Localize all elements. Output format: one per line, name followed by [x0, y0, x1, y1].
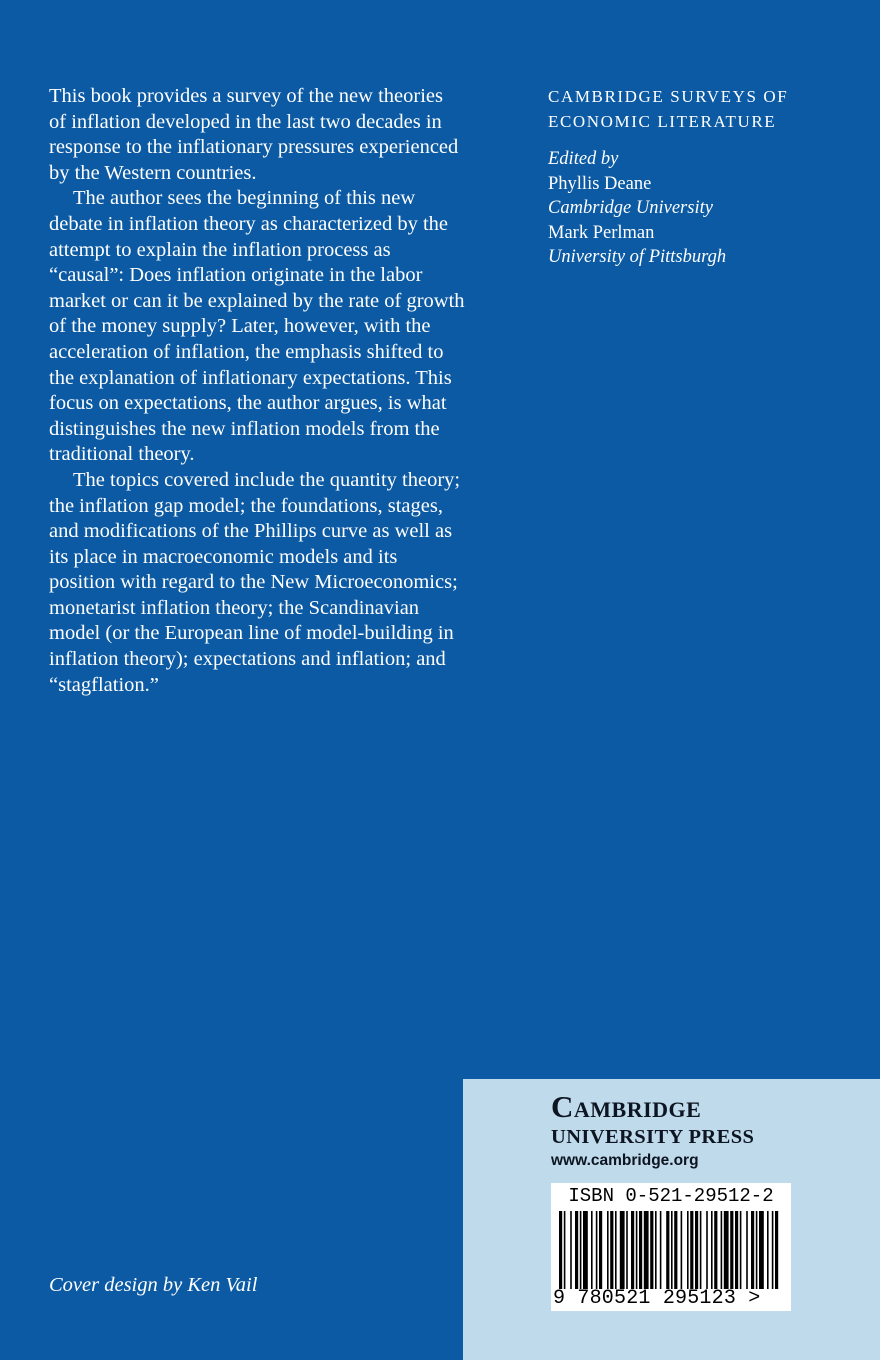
- barcode-bar: [650, 1211, 653, 1289]
- blurb-paragraph-3: The topics covered include the quantity theory; the inflation gap model; the foundations, stages, and modifications of the Phillips curve as well as its place in macroeconomic models and its position with regard to the New Microeconomics; monetarist inflation theory; the Scandinavian model (or the European line of model-building in inflation theory); expectations and inflation; and “stagflation.”: [49, 468, 461, 696]
- barcode-bar: [690, 1211, 693, 1289]
- barcode-bar: [660, 1211, 662, 1289]
- barcode-bar: [746, 1211, 748, 1289]
- publisher-logo-subtitle: UNIVERSITY PRESS: [551, 1126, 755, 1148]
- isbn-text: ISBN 0-521-29512-2: [568, 1185, 774, 1207]
- barcode-bar: [740, 1211, 742, 1289]
- barcode-bar: [583, 1211, 588, 1289]
- publisher-website: www.cambridge.org: [551, 1152, 699, 1169]
- barcode-bar: [639, 1211, 642, 1289]
- blurb-paragraph-2: The author sees the beginning of this new debate in inflation theory as characterized by the attempt to explain the inflation process as “causal”: Does inflation originate in the labor market or can it be explained by the rate of growth of the money supply? Later, however, with the acceleration of inflation, the emphasis shifted to the explanation of inflationary expectations. This focus on expectations, the author argues, is what distinguishes the new inflation models from the traditional theory.: [49, 187, 465, 466]
- barcode-bar: [772, 1211, 774, 1289]
- barcode-bar: [636, 1211, 638, 1289]
- barcode-bar: [674, 1211, 677, 1289]
- barcode-bar: [714, 1211, 717, 1289]
- barcode-bar: [695, 1211, 698, 1289]
- barcode-bar: [591, 1211, 593, 1289]
- barcode-bar: [775, 1211, 778, 1289]
- editor-1-affiliation: Cambridge University: [548, 198, 713, 218]
- barcode-bar: [626, 1211, 628, 1289]
- barcode-bar: [687, 1211, 689, 1289]
- barcode-bar: [607, 1211, 609, 1289]
- barcode-bar: [700, 1211, 702, 1289]
- barcode-bar: [644, 1211, 649, 1289]
- barcode-bar: [580, 1211, 582, 1289]
- ean-digits: 9 780521 295123 >: [553, 1287, 761, 1310]
- barcode-bar: [615, 1211, 617, 1289]
- barcode-bar: [724, 1211, 729, 1289]
- cover-design-credit: Cover design by Ken Vail: [49, 1274, 258, 1296]
- barcode-bar: [596, 1211, 598, 1289]
- barcode-bar: [759, 1211, 764, 1289]
- barcode-bar: [711, 1211, 713, 1289]
- edited-by-label: Edited by: [548, 149, 619, 169]
- blurb-text: [49, 84, 465, 698]
- barcode-bar: [610, 1211, 613, 1289]
- barcode-bar: [681, 1211, 683, 1289]
- barcode-bar: [575, 1211, 578, 1289]
- barcode-bar: [666, 1211, 669, 1289]
- barcode-bar: [559, 1211, 562, 1289]
- barcode-bar: [735, 1211, 738, 1289]
- barcode-bar: [706, 1211, 708, 1289]
- publisher-logo-name: Cambridge: [551, 1089, 702, 1124]
- editor-2-affiliation: University of Pittsburgh: [548, 247, 727, 267]
- barcode-bar: [570, 1211, 572, 1289]
- barcode-label: [551, 1183, 791, 1311]
- editor-2-name: Mark Perlman: [548, 222, 655, 243]
- barcode-bar: [620, 1211, 625, 1289]
- barcode-bar: [721, 1211, 723, 1289]
- editor-1-name: Phyllis Deane: [548, 173, 652, 194]
- barcode-bar: [671, 1211, 673, 1289]
- publisher-panel: [463, 1079, 880, 1360]
- editors-block: [548, 147, 868, 270]
- barcode-bar: [730, 1211, 733, 1289]
- barcode-bar: [564, 1211, 566, 1289]
- barcode-bar: [756, 1211, 758, 1289]
- barcode-bar: [751, 1211, 754, 1289]
- barcode-bar: [767, 1211, 769, 1289]
- blurb-paragraph-1: This book provides a survey of the new theories of inflation developed in the last two decades in response to the inflationary pressures experienced by the Western countries.: [49, 85, 459, 184]
- series-title-line-2: ECONOMIC LITERATURE: [548, 112, 777, 131]
- series-title: [548, 84, 868, 134]
- barcode-bar: [655, 1211, 657, 1289]
- barcode-icon: [559, 1211, 783, 1289]
- barcode-bar: [599, 1211, 602, 1289]
- barcode-bar: [631, 1211, 634, 1289]
- series-title-line-1: CAMBRIDGE SURVEYS OF: [548, 87, 789, 106]
